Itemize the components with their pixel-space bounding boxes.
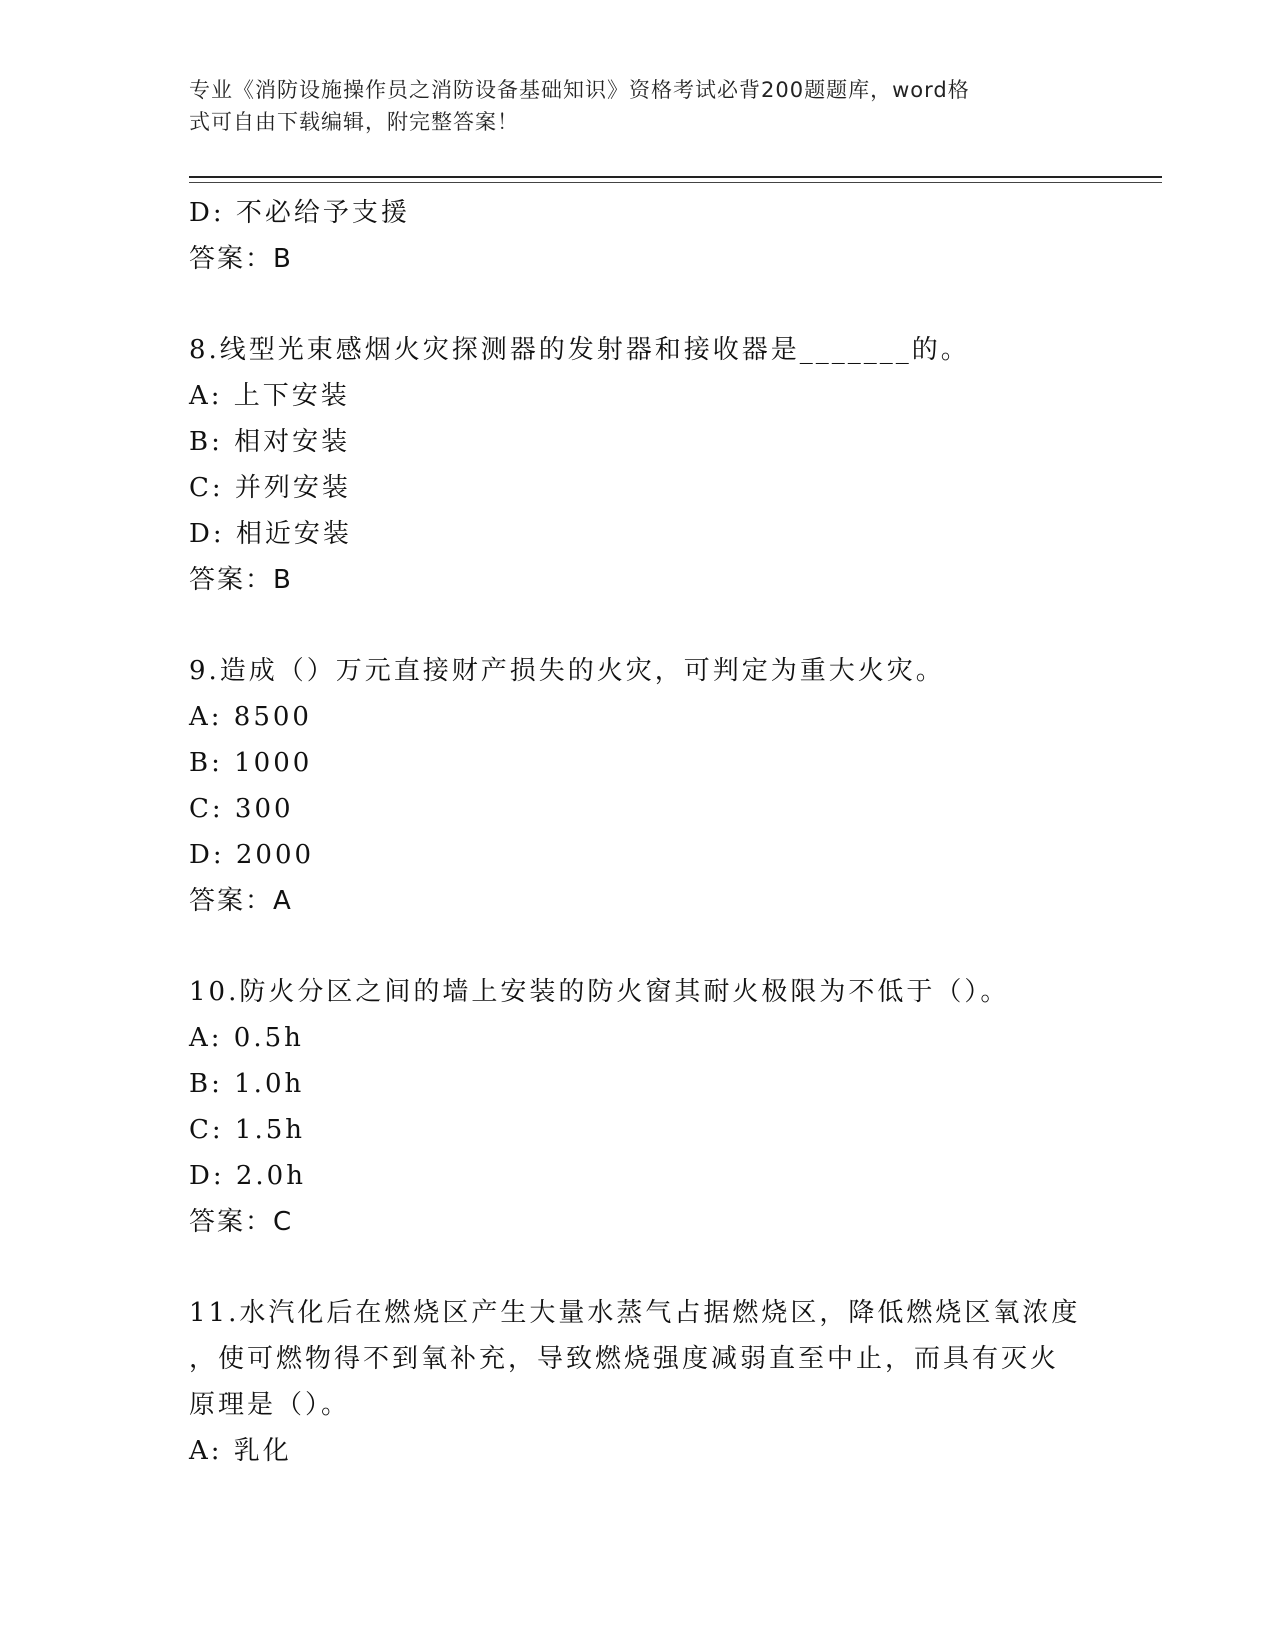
question-9-text: 9.造成（）万元直接财产损失的火灾，可判定为重大火灾。 [189, 656, 945, 686]
header-line-2: 式可自由下载编辑，附完整答案！ [189, 110, 519, 134]
question-10-option-c: C: 1.5h [189, 1115, 306, 1145]
question-9-option-b: B: 1000 [189, 748, 313, 778]
prev-answer: 答案：B [189, 244, 293, 274]
prev-option-d: D: 不必给予支援 [189, 198, 410, 228]
question-10-option-a: A: 0.5h [189, 1023, 304, 1053]
question-8-option-b: B: 相对安装 [189, 427, 351, 457]
question-10-option-d: D: 2.0h [189, 1161, 306, 1191]
question-11-option-a: A: 乳化 [189, 1436, 292, 1466]
question-8-option-d: D: 相近安装 [189, 519, 352, 549]
question-8-option-c: C: 并列安装 [189, 473, 351, 503]
question-8-text: 8.线型光束感烟火灾探测器的发射器和接收器是_______的。 [189, 335, 970, 365]
question-8-option-a: A: 上下安装 [189, 381, 350, 411]
question-list [189, 190, 1089, 1474]
header-divider-thin [189, 182, 1162, 183]
question-11-text-line-2: ，使可燃物得不到氧补充，导致燃烧强度减弱直至中止，而具有灭火 [189, 1344, 1060, 1374]
document-header [189, 74, 1069, 138]
question-9-option-a: A: 8500 [189, 702, 312, 732]
header-divider-thick [189, 176, 1162, 178]
question-9-answer: 答案：A [189, 886, 293, 916]
question-8-answer: 答案：B [189, 565, 293, 595]
question-11-text-line-1: 11.水汽化后在燃烧区产生大量水蒸气占据燃烧区，降低燃烧区氧浓度 [189, 1298, 1081, 1328]
question-9-option-c: C: 300 [189, 794, 294, 824]
header-line-1: 专业《消防设施操作员之消防设备基础知识》资格考试必背200题题库，word格 [189, 78, 970, 102]
question-10-option-b: B: 1.0h [189, 1069, 305, 1099]
question-10-text: 10.防火分区之间的墙上安装的防火窗其耐火极限为不低于（）。 [189, 977, 1010, 1007]
question-10-answer: 答案：C [189, 1207, 294, 1237]
question-9-option-d: D: 2000 [189, 840, 315, 870]
question-11-text-line-3: 原理是（）。 [189, 1390, 351, 1420]
